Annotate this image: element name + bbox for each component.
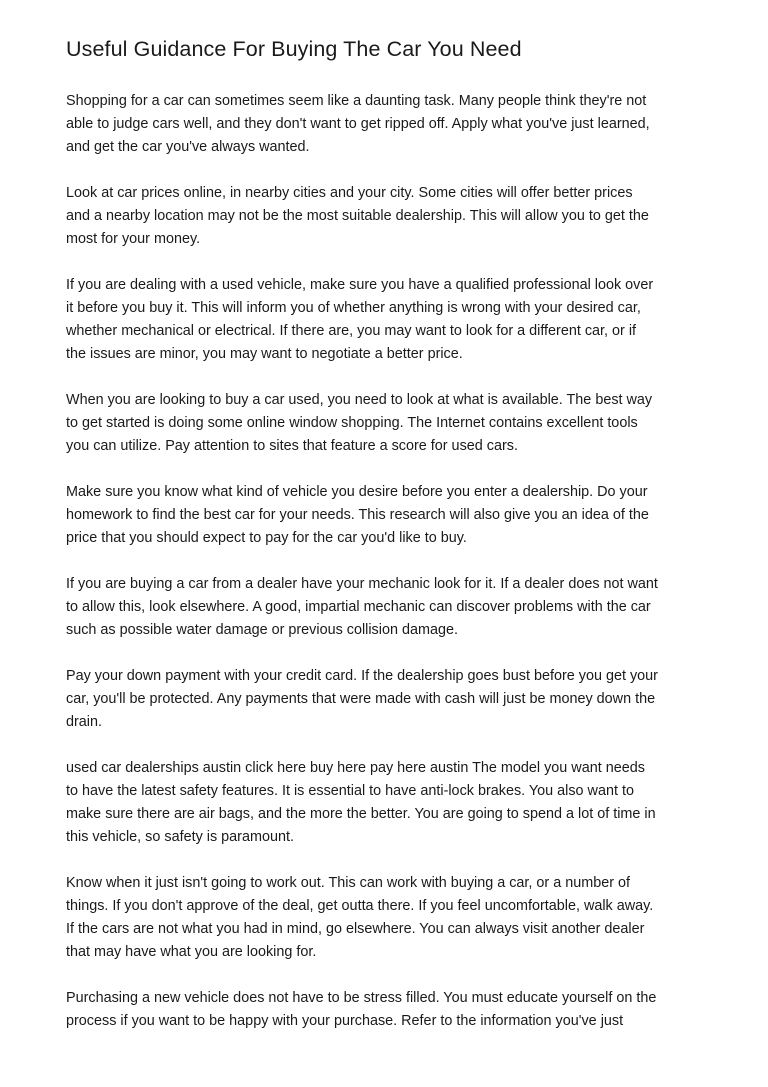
text-line: Look at car prices online, in nearby cities and your city. Some cities will offer better prices (66, 185, 633, 201)
text-line: it before you buy it. This will inform you of whether anything is wrong with your desired car, (66, 300, 641, 316)
paragraph-1 (66, 90, 706, 159)
paragraph-8 (66, 757, 706, 849)
paragraph-9 (66, 872, 706, 964)
text-line: Purchasing a new vehicle does not have to be stress filled. You must educate yourself on the (66, 990, 657, 1006)
text-line: whether mechanical or electrical. If there are, you may want to look for a different car, or if (66, 323, 637, 339)
text-line: to get started is doing some online window shopping. The Internet contains excellent tools (66, 415, 638, 431)
text-line: make sure there are air bags, and the more the better. You are going to spend a lot of time in (66, 806, 656, 822)
paragraph-6 (66, 573, 706, 642)
text-line: Shopping for a car can sometimes seem like a daunting task. Many people think they're not (66, 93, 647, 109)
text-line: If you are buying a car from a dealer have your mechanic look for it. If a dealer does not want (66, 576, 658, 592)
paragraph-4 (66, 389, 706, 458)
paragraph-10 (66, 987, 706, 1033)
text-line: Pay your down payment with your credit card. If the dealership goes bust before you get your (66, 668, 658, 684)
paragraph-2 (66, 182, 706, 251)
document-page (66, 34, 706, 1056)
text-line: When you are looking to buy a car used, you need to look at what is available. The best way (66, 392, 653, 408)
text-line: able to judge cars well, and they don't want to get ripped off. Apply what you've just learned, (66, 116, 650, 132)
text-line: drain. (66, 714, 102, 730)
text-line: price that you should expect to pay for the car you'd like to buy. (66, 530, 467, 546)
text-line: and a nearby location may not be the most suitable dealership. This will allow you to get the (66, 208, 649, 224)
text-line: Know when it just isn't going to work out. This can work with buying a car, or a number of (66, 875, 630, 891)
text-line: such as possible water damage or previous collision damage. (66, 622, 458, 638)
text-line: and get the car you've always wanted. (66, 139, 310, 155)
text-line: car, you'll be protected. Any payments that were made with cash will just be money down the (66, 691, 656, 707)
text-line: If you are dealing with a used vehicle, make sure you have a qualified professional look over (66, 277, 654, 293)
text-line: used car dealerships austin click here buy here pay here austin The model you want needs (66, 760, 645, 776)
page-title: Useful Guidance For Buying The Car You Need (66, 37, 522, 61)
text-line: the issues are minor, you may want to negotiate a better price. (66, 346, 463, 362)
text-line: process if you want to be happy with your purchase. Refer to the information you've just (66, 1013, 624, 1029)
paragraph-7 (66, 665, 706, 734)
text-line: homework to find the best car for your needs. This research will also give you an idea of the (66, 507, 649, 523)
text-line: this vehicle, so safety is paramount. (66, 829, 294, 845)
paragraph-5 (66, 481, 706, 550)
text-line: most for your money. (66, 231, 201, 247)
text-line: to have the latest safety features. It is essential to have anti-lock brakes. You also want to (66, 783, 634, 799)
text-line: things. If you don't approve of the deal, get outta there. If you feel uncomfortable, walk away. (66, 898, 654, 914)
text-line: Make sure you know what kind of vehicle you desire before you enter a dealership. Do your (66, 484, 648, 500)
paragraph-3 (66, 274, 706, 366)
text-line: to allow this, look elsewhere. A good, impartial mechanic can discover problems with the car (66, 599, 651, 615)
text-line: that may have what you are looking for. (66, 944, 317, 960)
text-line: If the cars are not what you had in mind, go elsewhere. You can always visit another dealer (66, 921, 645, 937)
text-line: you can utilize. Pay attention to sites that feature a score for used cars. (66, 438, 518, 454)
